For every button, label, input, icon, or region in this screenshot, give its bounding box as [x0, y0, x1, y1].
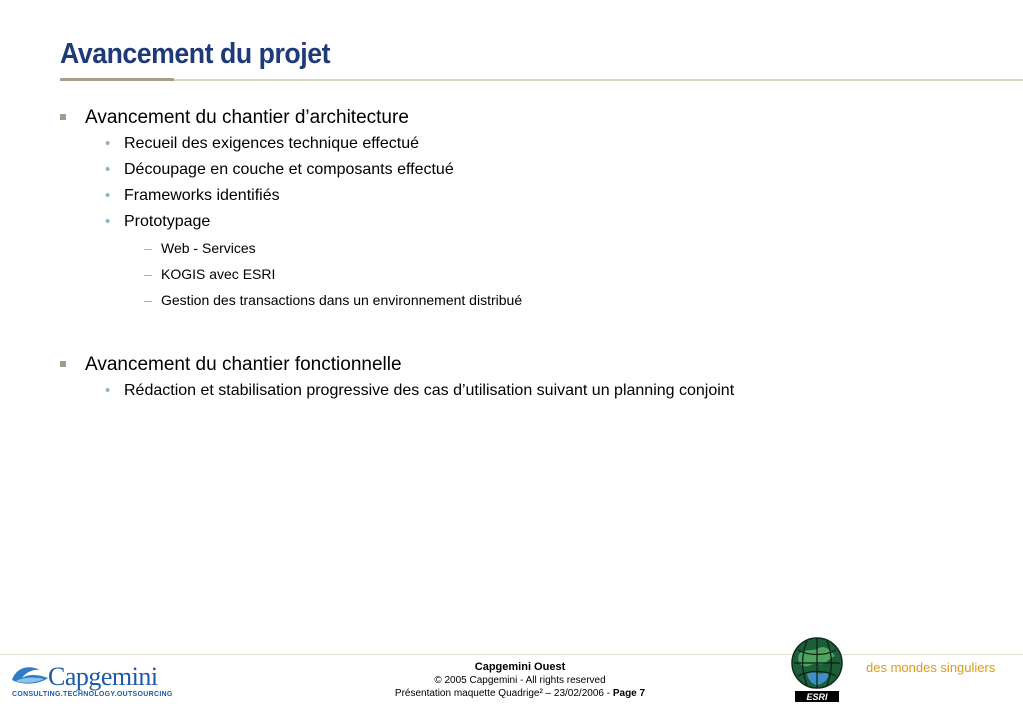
footer-page-number: Page 7: [612, 688, 646, 699]
slogan: des mondes singuliers: [866, 660, 996, 675]
bullet-text: Frameworks identifiés: [124, 187, 280, 204]
footer-copyright: © 2005 Capgemini - All rights reserved: [434, 675, 606, 686]
bullet-text: Avancement du chantier d’architecture: [85, 107, 409, 128]
dot-bullet-icon: •: [105, 187, 111, 204]
capgemini-logo: [10, 662, 173, 702]
footer-company: Capgemini Ouest: [474, 661, 566, 673]
square-bullet-icon: [60, 361, 66, 367]
bullet-text: Gestion des transactions dans un environnement distribué: [161, 292, 523, 308]
bullet-text: Rédaction et stabilisation progressive des cas d’utilisation suivant un planning conjoint: [124, 382, 735, 399]
bullet-text: Recueil des exigences technique effectué: [124, 135, 420, 152]
square-bullet-icon: [60, 114, 66, 120]
bullet-l3: [60, 235, 1000, 261]
bullet-l3: [60, 261, 1000, 287]
slide-body: [60, 106, 1000, 404]
dot-bullet-icon: •: [105, 382, 111, 399]
capgemini-wordmark: Capgemini: [48, 662, 158, 691]
capgemini-spade-icon: [10, 664, 50, 688]
bullet-text: Prototypage: [124, 213, 211, 230]
dot-bullet-icon: •: [105, 135, 111, 152]
esri-wordmark: ESRI: [806, 692, 828, 702]
esri-logo: [789, 636, 845, 704]
title-underline-accent: [60, 78, 174, 81]
dot-bullet-icon: •: [105, 213, 111, 230]
footer-presentation: Présentation maquette Quadrige² – 23/02/2006 -: [394, 688, 611, 699]
bullet-l2: [60, 131, 1000, 157]
footer-divider: [0, 654, 1023, 655]
bullet-l2: [60, 183, 1000, 209]
bullet-text: Découpage en couche et composants effectué: [124, 161, 454, 178]
bullet-l1: [60, 353, 1000, 377]
slide-title: Avancement du projet: [60, 38, 331, 70]
dot-bullet-icon: •: [105, 161, 111, 178]
dash-bullet-icon: –: [144, 266, 152, 282]
capgemini-tagline: CONSULTING.TECHNOLOGY.OUTSOURCING: [12, 691, 173, 698]
title-underline: [174, 79, 1023, 81]
bullet-l2: [60, 157, 1000, 183]
bullet-l1: [60, 106, 1000, 130]
bullet-text: Avancement du chantier fonctionnelle: [85, 354, 402, 375]
footer-presentation-line: [350, 687, 690, 700]
bullet-l2: [60, 378, 1000, 404]
dash-bullet-icon: –: [144, 240, 152, 256]
footer-info: [350, 661, 690, 700]
bullet-text: KOGIS avec ESRI: [161, 266, 276, 282]
bullet-text: Web - Services: [161, 240, 256, 256]
bullet-l3: [60, 287, 1000, 313]
dash-bullet-icon: –: [144, 292, 152, 308]
bullet-l2: [60, 209, 1000, 235]
